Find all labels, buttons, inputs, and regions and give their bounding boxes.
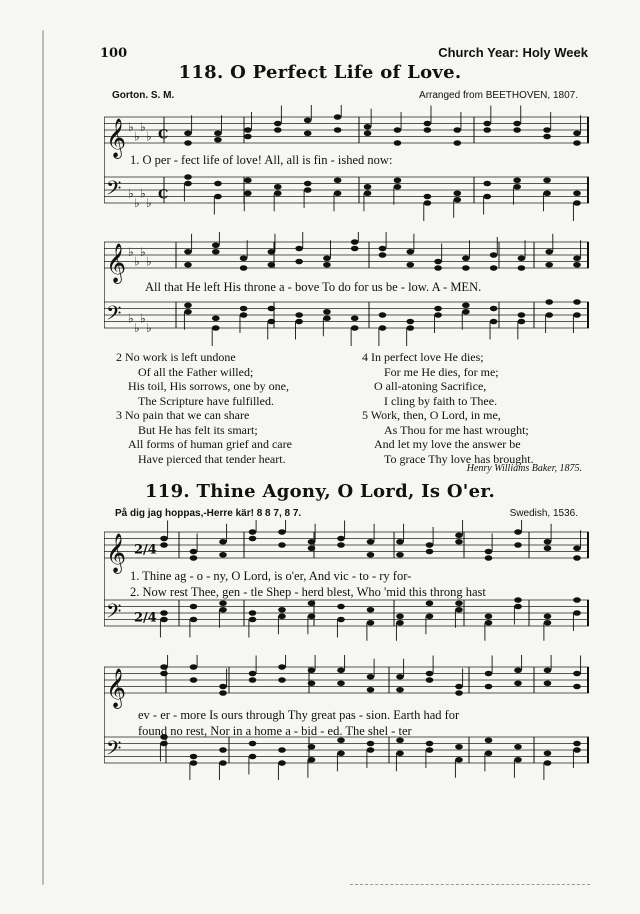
notehead (337, 617, 345, 623)
hymn-118-source: Arranged from BEETHOVEN, 1807. (419, 90, 578, 101)
notehead (396, 539, 404, 545)
notehead (513, 121, 521, 127)
notehead (544, 545, 552, 551)
notehead (545, 262, 553, 268)
notehead (514, 667, 522, 673)
notehead (212, 249, 220, 255)
flat-sign: ♭ (140, 311, 146, 326)
time-signature: 2/4 (134, 542, 157, 558)
notehead (396, 674, 404, 680)
notehead (240, 265, 248, 271)
notehead (304, 117, 312, 123)
treble-clef: 𝄞 (106, 533, 127, 573)
notehead (434, 265, 442, 271)
notehead (545, 312, 553, 318)
notehead (462, 309, 470, 315)
notehead (351, 325, 359, 331)
notehead (219, 607, 227, 613)
notehead (434, 259, 442, 265)
notehead (379, 252, 387, 258)
notehead (249, 671, 257, 677)
notehead (455, 539, 463, 545)
notehead (160, 542, 168, 548)
notehead (367, 539, 375, 545)
notehead (543, 134, 551, 140)
notehead (406, 262, 414, 268)
notehead (268, 306, 276, 312)
notehead (518, 319, 526, 325)
bass-clef: 𝄢 (106, 301, 122, 330)
notehead (434, 312, 442, 318)
notehead (268, 249, 276, 255)
notehead (274, 127, 282, 133)
flat-sign: ♭ (146, 129, 152, 144)
notehead (396, 620, 404, 626)
notehead (304, 187, 312, 193)
notehead (379, 325, 387, 331)
notehead (485, 684, 493, 690)
notehead (426, 613, 434, 619)
notehead (367, 747, 375, 753)
hymn-118-author: Henry Williams Baker, 1875. (466, 463, 582, 474)
notehead (518, 312, 526, 318)
notehead (190, 677, 198, 683)
time-signature: C (158, 187, 169, 203)
notehead (249, 677, 257, 683)
notehead (454, 127, 462, 133)
notehead (214, 130, 222, 136)
notehead (462, 265, 470, 271)
flat-sign: ♭ (128, 311, 134, 326)
verse-3: 3 No pain that we can share But He has felt its smart; All forms of human grief and care Have pierced that tender heart. (116, 408, 292, 466)
notehead (351, 246, 359, 252)
notehead (304, 130, 312, 136)
notehead (304, 181, 312, 187)
notehead (249, 754, 257, 760)
notehead (219, 747, 227, 753)
notehead (278, 607, 286, 613)
notehead (367, 620, 375, 626)
notehead (364, 184, 372, 190)
notehead (240, 255, 248, 261)
notehead (160, 536, 168, 542)
flat-sign: ♭ (146, 196, 152, 210)
notehead (160, 610, 168, 616)
bass-clef: 𝄢 (106, 736, 122, 765)
notehead (160, 671, 168, 677)
notehead (268, 319, 276, 325)
page-number: 100 (100, 46, 128, 61)
notehead (518, 265, 526, 271)
notehead (184, 249, 192, 255)
flat-sign: ♭ (134, 196, 140, 210)
notehead (212, 315, 220, 321)
notehead (184, 140, 192, 146)
notehead (394, 177, 402, 183)
notehead (364, 190, 372, 196)
notehead (426, 747, 434, 753)
notehead (268, 262, 276, 268)
notehead (364, 124, 372, 130)
notehead (490, 252, 498, 258)
hymn-119-lyric-2b: found no rest, Nor in a home a - bid - ed. The shel - ter (138, 724, 412, 738)
flat-sign: ♭ (128, 244, 134, 259)
notehead (308, 539, 316, 545)
notehead (573, 671, 581, 677)
hymn-118-title: 118. O Perfect Life of Love. (178, 62, 462, 83)
notehead (513, 184, 521, 190)
notehead (426, 671, 434, 677)
hymn-119-tune: På dig jag hoppas,-Herre kär! 8 8 7, 8 7. (115, 508, 302, 519)
notehead (424, 127, 432, 133)
notehead (543, 190, 551, 196)
notehead (190, 754, 198, 760)
notehead (544, 760, 552, 766)
notehead (513, 177, 521, 183)
notehead (573, 555, 581, 561)
notehead (543, 127, 551, 133)
notehead (485, 620, 493, 626)
notehead (394, 140, 402, 146)
notehead (244, 134, 252, 140)
notehead (274, 184, 282, 190)
notehead (573, 545, 581, 551)
hymn-119-source: Swedish, 1536. (509, 508, 578, 519)
notehead (544, 680, 552, 686)
notehead (184, 262, 192, 268)
notehead (308, 545, 316, 551)
notehead (573, 299, 581, 305)
notehead (308, 680, 316, 686)
bass-clef: 𝄢 (106, 599, 122, 628)
notehead (240, 306, 248, 312)
notehead (278, 664, 286, 670)
notehead (334, 177, 342, 183)
treble-clef: 𝄞 (106, 668, 127, 708)
notehead (406, 319, 414, 325)
notehead (334, 190, 342, 196)
flat-sign: ♭ (134, 321, 140, 335)
notehead (244, 177, 252, 183)
notehead (160, 617, 168, 623)
notehead (573, 190, 581, 196)
running-head: Church Year: Holy Week (438, 45, 588, 60)
notehead (249, 529, 257, 535)
notehead (219, 552, 227, 558)
notehead (337, 750, 345, 756)
notehead (274, 121, 282, 127)
notehead (455, 690, 463, 696)
notehead (514, 542, 522, 548)
notehead (337, 542, 345, 548)
notehead (406, 325, 414, 331)
notehead (160, 741, 168, 747)
notehead (573, 140, 581, 146)
hymn-118-lyric-2: All that He left His throne a - bove To do for us be - low. A - MEN. (145, 280, 482, 294)
notehead (308, 744, 316, 750)
notehead (249, 741, 257, 747)
notehead (514, 744, 522, 750)
notehead (184, 174, 192, 180)
notehead (323, 255, 331, 261)
hymn-119-lyric-1b: 2. Now rest Thee, gen - tle Shep - herd blest, Who 'mid this throng hast (130, 585, 486, 599)
notehead (514, 604, 522, 610)
notehead (396, 552, 404, 558)
notehead (573, 130, 581, 136)
notehead (219, 600, 227, 606)
bass-clef: 𝄢 (106, 176, 122, 205)
notehead (240, 312, 248, 318)
notehead (295, 319, 303, 325)
notehead (190, 617, 198, 623)
notehead (544, 620, 552, 626)
notehead (190, 664, 198, 670)
notehead (190, 760, 198, 766)
notehead (545, 299, 553, 305)
notehead (337, 667, 345, 673)
notehead (184, 130, 192, 136)
notehead (351, 239, 359, 245)
notehead (426, 542, 434, 548)
flat-sign: ♭ (134, 254, 140, 269)
notehead (323, 309, 331, 315)
notehead (426, 600, 434, 606)
notehead (483, 121, 491, 127)
notehead (396, 613, 404, 619)
notehead (462, 302, 470, 308)
notehead (518, 255, 526, 261)
notehead (364, 130, 372, 136)
notehead (514, 529, 522, 535)
flat-sign: ♭ (140, 244, 146, 259)
notehead (184, 309, 192, 315)
notehead (573, 262, 581, 268)
notehead (434, 306, 442, 312)
notehead (544, 667, 552, 673)
notehead (485, 750, 493, 756)
notehead (490, 306, 498, 312)
notehead (323, 315, 331, 321)
notehead (544, 750, 552, 756)
notehead (573, 610, 581, 616)
notehead (573, 255, 581, 261)
notehead (485, 555, 493, 561)
notehead (454, 197, 462, 203)
notehead (278, 677, 286, 683)
notehead (367, 607, 375, 613)
notehead (573, 312, 581, 318)
notehead (367, 741, 375, 747)
notehead (462, 255, 470, 261)
notehead (455, 600, 463, 606)
notehead (490, 265, 498, 271)
treble-clef: 𝄞 (106, 118, 127, 158)
notehead (367, 674, 375, 680)
notehead (483, 127, 491, 133)
notehead (426, 549, 434, 555)
flat-sign: ♭ (128, 119, 134, 134)
notehead (295, 246, 303, 252)
hymn-119-lyric-1a: 1. Thine ag - o - ny, O Lord, is o'er, And vic - to - ry for- (130, 569, 412, 583)
notehead (337, 604, 345, 610)
notehead (278, 747, 286, 753)
notehead (278, 613, 286, 619)
notehead (308, 757, 316, 763)
notehead (219, 760, 227, 766)
time-signature: C (158, 127, 169, 143)
notehead (295, 259, 303, 265)
notehead (308, 613, 316, 619)
notehead (485, 671, 493, 677)
notehead (337, 680, 345, 686)
notehead (184, 181, 192, 187)
notehead (455, 607, 463, 613)
notehead (513, 127, 521, 133)
notehead (274, 190, 282, 196)
verse-2: 2 No work is left undone Of all the Father willed; His toil, His sorrows, one by one, The Scripture have fulfilled. (116, 350, 289, 408)
notehead (483, 194, 491, 200)
notehead (334, 127, 342, 133)
notehead (573, 741, 581, 747)
notehead (424, 194, 432, 200)
notehead (295, 312, 303, 318)
notehead (214, 137, 222, 143)
notehead (337, 536, 345, 542)
notehead (379, 312, 387, 318)
page-binding-edge (42, 30, 44, 885)
notehead (367, 687, 375, 693)
notehead (351, 315, 359, 321)
notehead (455, 744, 463, 750)
notehead (426, 741, 434, 747)
notehead (396, 687, 404, 693)
notehead (406, 249, 414, 255)
notehead (396, 750, 404, 756)
notehead (219, 684, 227, 690)
notehead (485, 549, 493, 555)
flat-sign: ♭ (146, 321, 152, 335)
notehead (278, 542, 286, 548)
hymn-118-lyric-1: 1. O per - fect life of love! All, all is fin - ished now: (130, 153, 393, 167)
notehead (323, 262, 331, 268)
notehead (543, 177, 551, 183)
notehead (190, 549, 198, 555)
notehead (455, 532, 463, 538)
notehead (455, 757, 463, 763)
notehead (249, 536, 257, 542)
notehead (212, 242, 220, 248)
hymn-119-title: 119. Thine Agony, O Lord, Is O'er. (144, 481, 496, 502)
notehead (249, 610, 257, 616)
notehead (424, 121, 432, 127)
notehead (573, 747, 581, 753)
flat-sign: ♭ (140, 186, 146, 201)
flat-sign: ♭ (140, 119, 146, 134)
hymn-119-lyric-2a: ev - er - more Is ours through Thy great pas - sion. Earth had for (138, 708, 460, 722)
notehead (249, 617, 257, 623)
verse-5: 5 Work, then, O Lord, in me, As Thou for me hast wrought; And let my love the answer be To grace Thy love has brought. (362, 408, 534, 466)
footer-rule (350, 884, 590, 885)
verse-4: 4 In perfect love He dies; For me He dies, for me; O all-atoning Sacrifice, I cling by faith to Thee. (362, 350, 499, 408)
notehead (424, 200, 432, 206)
notehead (485, 613, 493, 619)
notehead (308, 600, 316, 606)
notehead (514, 757, 522, 763)
notehead (244, 127, 252, 133)
hymn-118-tune: Gorton. S. M. (112, 90, 175, 101)
flat-sign: ♭ (128, 186, 134, 201)
notehead (219, 539, 227, 545)
notehead (544, 613, 552, 619)
notehead (426, 677, 434, 683)
notehead (514, 680, 522, 686)
notehead (212, 325, 220, 331)
notehead (214, 181, 222, 187)
notehead (160, 664, 168, 670)
notehead (394, 184, 402, 190)
notehead (490, 319, 498, 325)
flat-sign: ♭ (134, 129, 140, 144)
notehead (244, 190, 252, 196)
notehead (454, 140, 462, 146)
notehead (184, 302, 192, 308)
notehead (367, 552, 375, 558)
notehead (219, 690, 227, 696)
notehead (278, 760, 286, 766)
notehead (190, 604, 198, 610)
notehead (483, 181, 491, 187)
time-signature: 2/4 (134, 610, 157, 626)
notehead (544, 539, 552, 545)
notehead (394, 127, 402, 133)
notehead (214, 194, 222, 200)
notehead (455, 684, 463, 690)
notehead (573, 684, 581, 690)
notehead (545, 249, 553, 255)
notehead (334, 114, 342, 120)
notehead (573, 200, 581, 206)
treble-clef: 𝄞 (106, 243, 127, 283)
notehead (379, 246, 387, 252)
notehead (308, 667, 316, 673)
notehead (454, 190, 462, 196)
notehead (190, 555, 198, 561)
flat-sign: ♭ (146, 254, 152, 269)
notehead (278, 529, 286, 535)
